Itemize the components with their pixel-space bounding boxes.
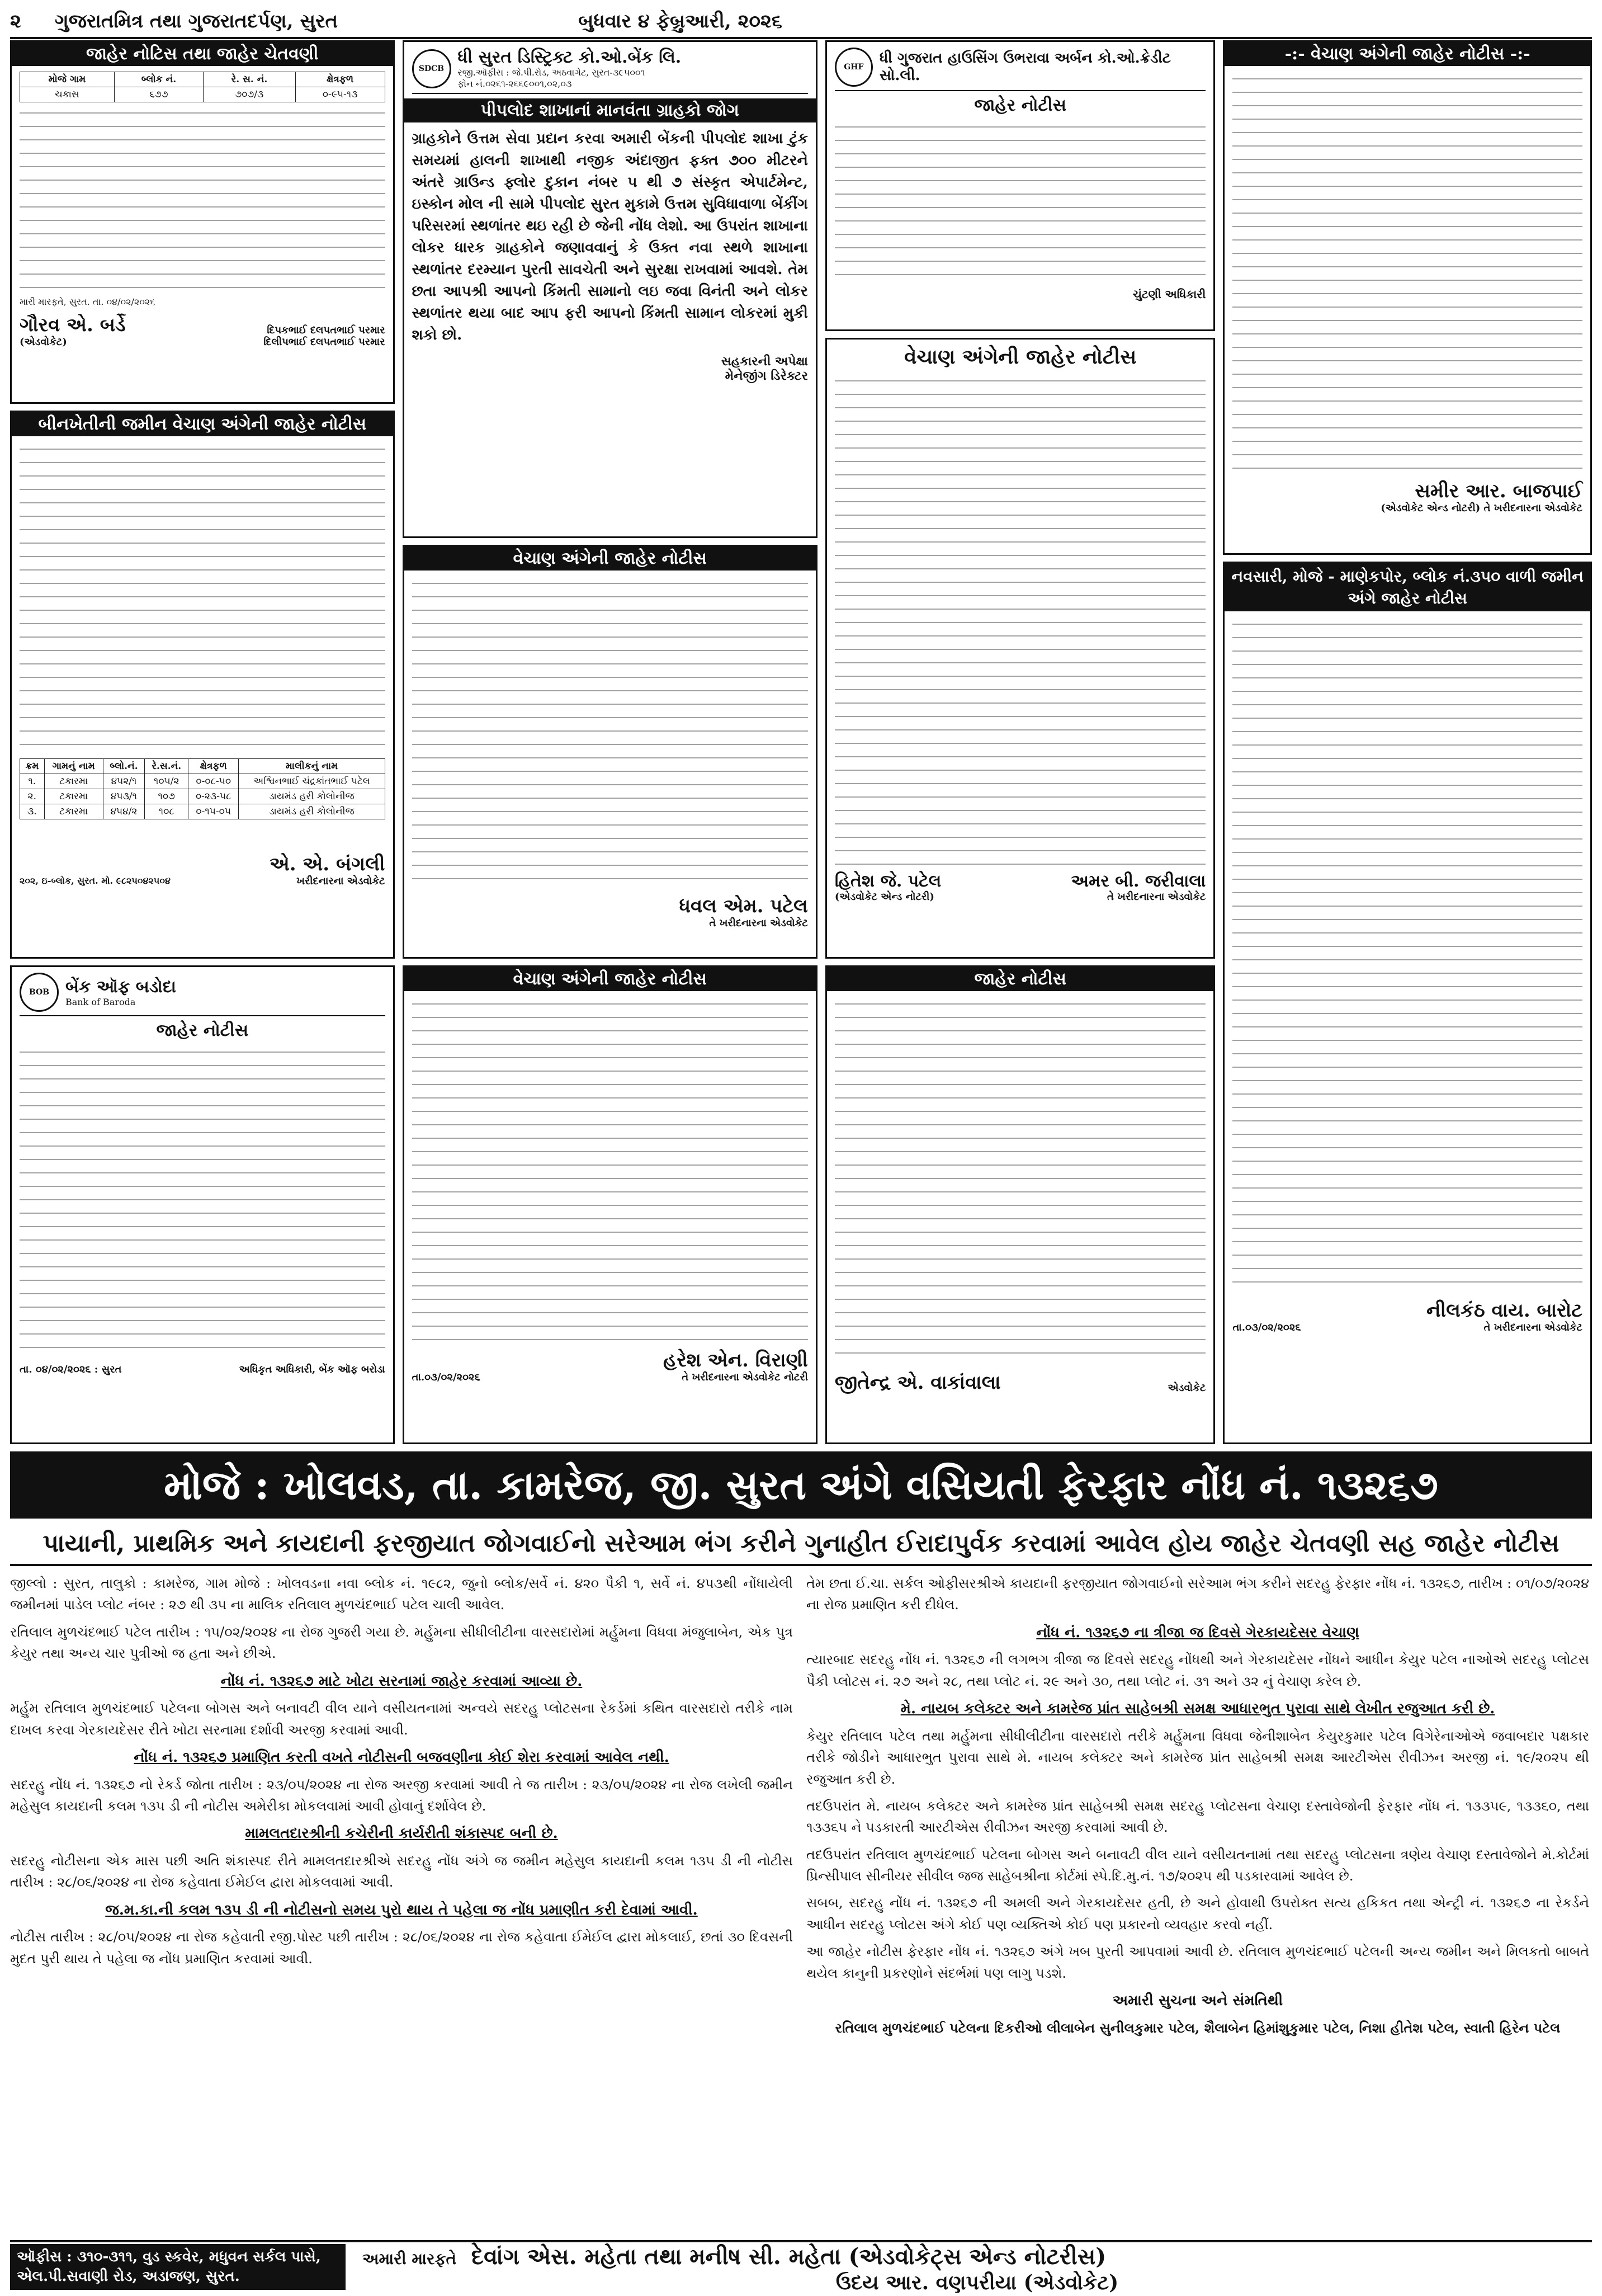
banner-title: મોજે : ખોલવડ, તા. કામરેજ, જી. સુરત અંગે વસિયતી ફેરફાર નોંધ નં. ૧૩૨૬૭: [10, 1451, 1592, 1519]
signer-role: એડવોકેટ: [1168, 1382, 1206, 1394]
paragraph: સદરહુ નોટીસના એક માસ પછી અતિ શંકાસ્પદ રીતે મામલતદારશ્રીએ સદરહુ નોંધ અંગે જ જમીન મહેસુલ કાયદાની કલમ ૧૩૫ ડી ની નોટીસ તારીખ : ૨૮/૦૬/૨૦૨૪ ના રોજ કહેવાતા ઈમેઈલ દ્વારા મોકલવામાં આવી.: [10, 1852, 793, 1890]
table-cell: ૧.: [20, 774, 45, 789]
table-row: [20, 789, 385, 804]
signer-name: અધિકૃત અધિકારી, બેંક ઑફ બરોડા: [239, 1364, 385, 1375]
notice-title: જાહેર નોટીસ: [827, 967, 1214, 991]
notice-body: ગ્રાહકોને ઉત્તમ સેવા પ્રદાન કરવા અમારી બેંકની પીપલોદ શાખા ટુંક સમયમાં હાલની શાખાથી નજીક અંદાજીત ફક્ત ૭૦૦ મીટરને અંતરે ગ્રાઉન્ડ ફ્લોર દુકાન નંબર ૫ થી ૭ સંસ્કૃત એપાર્ટમેન્ટ, ઇસ્કોન મોલ ની સામે પીપલોદ સુરત મુકામે ઉત્તમ સુવિધાવાળા બેંકીંગ પરિસરમાં સ્થળાંતર થઇ રહી છે જેની નોંધ લેશો. આ ઉપરાંત શાખાના લોકર ધારક ગ્રાહકોને જણાવવાનું કે ઉક્ત નવા સ્થળે શાખાના સ્થળાંતર દરમ્યાન પુરતી સાવચેતી અને સુરક્ષા રાખવામાં આવશે. તેમ છતા આપશ્રી આપનો કિંમતી સામાનો લઇ જવા વિનંતી અને લોકર સ્થળાંતર થયા બાદ આપ ફરી આપનો કિંમતી સામાન લોકરમાં મુકી શકો છો.: [412, 130, 808, 343]
signer-name: સમીર આર. બાજપાઈ: [1415, 480, 1583, 502]
bank-logo-icon: SDCB: [412, 49, 451, 88]
signature-block: [412, 895, 808, 929]
warning-right-column: [806, 1573, 1589, 2236]
paragraph: આ જાહેર નોટીસ ફેરફાર નોંધ નં. ૧૩૨૬૭ અંગે ખબ પુરતી આપવામાં આવી છે. રતિલાલ મુળચંદભાઈ પટેલની અન્ય જમીન અને મિલકતો બાબતે થયેલ કાનુની પ્રકરણોને સંદર્ભમાં પણ લાગુ પડશે.: [806, 1944, 1589, 1981]
notice-nonagri-land-sale: [10, 411, 395, 959]
notice-date: તા.૦૩/૦૨/૨૦૨૬: [412, 1371, 480, 1383]
notice-columns: [10, 40, 1592, 1444]
bank-name: બેંક ઑફ બડોદા: [65, 977, 176, 997]
signer-role: (એડવોકેટ એન્ડ નોટરી) તે ખરીદનારના એડવોકેટ: [1381, 502, 1583, 514]
paragraph: ત્યારબાદ સદરહુ નોંધ નં. ૧૩૨૬૭ ની લગભગ ત્રીજા જ દિવસે સદરહુ નોંધથી અને ગેરકાયદેસર નોંધને આધીન કેયુર પટેલ નાઓએ સદરહુ પ્લોટસ પૈકી પ્લોટસ નં. ૨૭ અને ૨૮, તથા પ્લોટ નં. ૨૯ અને ૩૦, તથા પ્લોટ નં. ૩૧ અને ૩૨ નું વેચાણ કરેલ છે.: [806, 1652, 1589, 1689]
society-header: [835, 48, 1206, 91]
bank-name-en: Bank of Baroda: [65, 997, 136, 1007]
table-header: બ્લો.નં.: [103, 759, 145, 774]
footer-advocates: [346, 2240, 1592, 2295]
notice-sale-1: [403, 545, 817, 959]
notice-housing-society: [825, 40, 1216, 331]
table-cell: ૭૦૭/૩: [204, 87, 296, 102]
notice-sale-3: [825, 338, 1216, 959]
table-cell: ડાયમંડ હરી કોલોનીજ: [239, 789, 385, 804]
table-header: ગામનું નામ: [44, 759, 103, 774]
signer-role: તે ખરીદનારના એડવોકેટ: [1483, 1322, 1583, 1334]
column-2: [403, 40, 817, 1444]
column-3: [825, 40, 1216, 1444]
table-header: ક્ષેત્રફળ: [295, 72, 385, 87]
paragraph: તદઉપરાંત રતિલાલ મુળચંદભાઈ પટેલના બોગસ અને બનાવટી વીલ યાને વસીયતનામાં તથા સદરહુ પ્લોટસના ત્રણેય વેચાણ દસ્તાવેજોને મે.કોર્ટમાં પ્રિન્સીપાલ સીનીયર સીવીલ જજ સાહેબશ્રીના કોર્ટમાં સ્પે.દિ.મુ.નં. ૧૭/૨૦૨૫ થી પડકારવામાં આવેલ છે.: [806, 1846, 1589, 1884]
section-heading: નોંધ નં. ૧૩૨૬૭ ના ત્રીજા જ દિવસે ગેરકાયદેસર વેચાણ: [1036, 1624, 1359, 1641]
publication-name: ગુજરાતમિત્ર તથા ગુજરાતદર્પણ, સુરત: [55, 10, 338, 32]
table-cell: ૧૦૭: [145, 789, 188, 804]
signer-name: હરેશ એન. વિરાણી: [663, 1349, 808, 1371]
table-cell: ૧૦૮: [145, 804, 188, 819]
paragraph: રતિલાલ મુળચંદભાઈ પટેલ તારીખ : ૧૫/૦૨/૨૦૨૪ ના રોજ ગુજરી ગયા છે. મર્હુમના સીધીલીટીના વારસદારોમાં મર્હુમના વિધવા મંજુલાબેન, એક પુત્ર કેયુર તથા અન્ય ચાર પુત્રીઓ જ હતા અને છીએ.: [10, 1624, 793, 1662]
signer-role: (એડવોકેટ): [20, 336, 67, 348]
banner-subtitle: પાયાની, પ્રાથમિક અને કાયદાની ફરજીયાત જોગવાઈનો સરેઆમ ભંગ કરીને ગુનાહીત ઈરાદાપુર્વક કરવામાં આવેલ હોય જાહેર ચેતવણી સહ જાહેર નોટીસ: [10, 1521, 1592, 1566]
table-header: ક્રમ: [20, 759, 45, 774]
signer-name-2: અમર બી. જરીવાલા: [1071, 871, 1206, 891]
signer-name: હિતેશ જે. પટેલ: [834, 871, 942, 891]
bank-header: [20, 973, 385, 1016]
signature-block: [20, 314, 385, 348]
signature-block: [835, 871, 1206, 903]
signer-name: જીતેન્દ્ર એ. વાકાંવાલા: [834, 1371, 1001, 1394]
table-cell: ૦-૧૫-૦૫: [188, 804, 239, 819]
table-cell: ૬૭૭: [114, 87, 203, 102]
page-header: [10, 6, 1592, 39]
signature-block: [20, 853, 385, 887]
table-header: રે.સ.નં.: [145, 759, 188, 774]
notice-body: [20, 106, 385, 296]
signature-block: [412, 354, 808, 383]
section-heading: મામલતદારશ્રીની કચેરીની કાર્યરીતી શંકાસ્પદ બની છે.: [245, 1825, 558, 1842]
table-cell: ડાયમંડ હરી કોલોનીજ: [239, 804, 385, 819]
table-header: રે. સ. નં.: [204, 72, 296, 87]
notice-public: [825, 965, 1216, 1444]
notice-navsari-manekpor: [1223, 562, 1592, 1444]
column-1: [10, 40, 395, 1444]
owner-name-2: દિલીપભાઈ દલપતભાઈ પરમાર: [263, 336, 385, 348]
section-heading: નોંધ નં. ૧૩૨૬૭ માટે ખોટા સરનામાં જાહેર કરવામાં આવ્યા છે.: [220, 1672, 583, 1690]
table-cell: ૧૦૫/૨: [145, 774, 188, 789]
signer-name: એ. એ. બંગલી: [269, 853, 385, 875]
footer-advocate-2: ઉદય આર. વણપરીયા (એડવોકેટ): [835, 2270, 1119, 2294]
section-heading: જ.મ.કા.ની કલમ ૧૩૫ ડી ની નોટીસનો સમય પુરો થાય તે પહેલા જ નોંધ પ્રમાણીત કરી દેવામાં આવી.: [105, 1901, 698, 1918]
page-number: ૨: [10, 10, 21, 32]
table-header: માલીકનું નામ: [239, 759, 385, 774]
warning-notice-body: [10, 1573, 1592, 2236]
bank-phone: ફોન નં.૦૨૬૧-૨૬૬૯૦૦૧,૦૨,૦૩: [457, 78, 572, 89]
signer-role: તે ખરીદનારના એડવોકેટ નોટરી: [682, 1371, 808, 1383]
notice-title: -:- વેચાણ અંગેની જાહેર નોટીસ -:-: [1225, 42, 1590, 66]
notice-body: [1232, 617, 1582, 1294]
bank-logo-icon: BOB: [20, 973, 59, 1012]
table-cell: ચકાસ: [20, 87, 115, 102]
table-cell: ૨.: [20, 789, 45, 804]
table-header: ક્ષેત્રફળ: [188, 759, 239, 774]
notice-date: તા. ૦૪/૦૨/૨૦૨૬ : સુરત: [20, 1364, 122, 1375]
table-cell: ૩.: [20, 804, 45, 819]
notice-title: નવસારી, મોજે - માણેકપોર, બ્લોક નં.૩૫૦ વાળી જમીન અંગે જાહેર નોટીસ: [1225, 563, 1590, 611]
notice-body: [1232, 72, 1582, 474]
notice-by-line: મારી મારફતે, સુરત. તા. ૦૪/૦૨/૨૦૨૬: [20, 296, 155, 307]
notice-surat-district-bank: [403, 40, 817, 538]
table-cell: ૦-૦૮-૫૦: [188, 774, 239, 789]
notice-title: જાહેર નોટીસ: [156, 1021, 249, 1040]
bank-header: [412, 48, 808, 94]
notice-title: વેચાણ અંગેની જાહેર નોટીસ: [404, 546, 816, 571]
notice-body: [412, 997, 808, 1343]
table-cell: ૦-૯૫-૧૩: [295, 87, 385, 102]
notice-body: [835, 374, 1206, 866]
section-heading: નોંધ નં. ૧૩૨૬૭ પ્રમાણિત કરતી વખતે નોટીસની બજવણીના કોઈ શેરા કરવામાં આવેલ નથી.: [134, 1748, 669, 1766]
signer-name: નીલકંઠ વાય. બારોટ: [1426, 1299, 1583, 1322]
table-row: [20, 804, 385, 819]
table-header: બ્લોક નં.: [114, 72, 203, 87]
consent-title: અમારી સુચના અને સંમતિથી: [1112, 1992, 1283, 2010]
footer-advocate-names: દેવાંગ એસ. મહેતા તથા મનીષ સી. મહેતા (એડવોકેટ્સ એન્ડ નોટરીસ): [471, 2243, 1107, 2270]
notice-body: [20, 442, 385, 755]
signer-role-2: તે ખરીદનારના એડવોકેટ: [1107, 891, 1206, 903]
signer-role: તે ખરીદનારના એડવોકેટ: [709, 917, 808, 929]
table-cell: ૪૫૨/૧: [103, 774, 145, 789]
table-header: મોજે ગામ: [20, 72, 115, 87]
signature-block: [412, 1349, 808, 1383]
signer-name: ધવલ એમ. પટેલ: [679, 895, 808, 917]
consent-signers: રતિલાલ મુળચંદભાઈ પટેલના દિકરીઓ લીલાબેન સુનીલકુમાર પટેલ, શૈલાબેન હિમાંશુકુમાર પટેલ, નિશા હીતેશ પટેલ, સ્વાતી હિરેન પટેલ: [835, 2019, 1561, 2036]
section-heading: મે. નાયબ કલેક્ટર અને કામરેજ પ્રાંત સાહેબશ્રી સમક્ષ આધારભુત પુરાવા સાથે લેખીત રજુઆત કરી છે.: [900, 1700, 1495, 1718]
paragraph: તેમ છતા ઈ.ચા. સર્કલ ઓફીસરશ્રીએ કાયદાની ફરજીયાત જોગવાઈનો સરેઆમ ભંગ કરીને સદરહુ ફેરફાર નોંધ નં. ૧૩૨૬૭, તારીખ : ૦૧/૦૭/૨૦૨૪ ના રોજ પ્રમાણિત કરી દીધેલ.: [806, 1576, 1589, 1613]
paragraph: જીલ્લો : સુરત, તાલુકો : કામરેજ, ગામ મોજે : ખોલવડના નવા બ્લોક નં. ૧૯૮૨, જુનો બ્લોક/સર્વે નં. ૪૨૦ પૈકી ૧, સર્વે નં. ૪૫૩થી નોંધાયેલી જમીનમાં પાડેલ પ્લોટ નંબર : ૨૭ થી ૩૫ ના માલિક રતિલાલ મુળચંદભાઈ પટેલ ચાલી આવેલ.: [10, 1576, 793, 1613]
column-4: [1223, 40, 1592, 1444]
land-table: [20, 72, 385, 102]
signer-role: ખરીદનારના એડવોકેટ: [296, 875, 385, 887]
notice-body: [20, 1045, 385, 1358]
paragraph: સબબ, સદરહુ નોંધ નં. ૧૩૨૬૭ ની અમલી અને ગેરકાયદેસર હતી, છે અને હોવાથી ઉપરોક્ત સત્ય હકિકત તથા એન્ટ્રી નં. ૧૩૨૬૭ ના રેકર્ડને આધીન સદરહુ પ્લોટસ અંગે કોઈ પણ વ્યક્તિએ કોઈ પણ પ્રકારનો વ્યવહાર કરવો નહીં.: [806, 1895, 1589, 1932]
notice-title: જાહેર નોટિસ તથા જાહેર ચેતવણી: [12, 42, 393, 66]
table-cell: ૪૫૩/૧: [103, 789, 145, 804]
table-cell: ટકારમા: [44, 804, 103, 819]
sign-role: મેનેજીંગ ડિરેક્ટર: [725, 369, 808, 383]
bank-address: રજી.ઑફીસ : જે.પી.રોડ, અઠવાગેટ, સુરત-૩૯૫૦૦૧: [457, 67, 645, 78]
signature-block: [1232, 1299, 1582, 1333]
footer: [10, 2240, 1592, 2292]
notice-public-warning: [10, 40, 395, 404]
notice-title: વેચાણ અંગેની જાહેર નોટીસ: [404, 967, 816, 991]
signature-block: [20, 1364, 385, 1375]
sign-line: ચુંટણી અધિકારી: [1132, 287, 1206, 301]
notice-body: [412, 576, 808, 889]
footer-office-address: ઑફીસ : ૩૧૦-૩૧૧, વુડ સ્કવેર, મધુવન સર્કલ પાસે, એલ.પી.સવાણી રોડ, અડાજણ, સુરત.: [10, 2244, 346, 2290]
owner-name: દિપકભાઈ દલપતભાઈ પરમાર: [267, 324, 385, 337]
sign-line: સહકારની અપેક્ષા: [721, 354, 808, 369]
table-cell: ૪૫૪/૨: [103, 804, 145, 819]
notice-date: તા.૦૩/૦૨/૨૦૨૬: [1232, 1322, 1301, 1334]
table-cell: અશ્વિનભાઈ ચંદ્રકાંતભાઈ પટેલ: [239, 774, 385, 789]
paragraph: મર્હુમ રતિલાલ મુળચંદભાઈ પટેલના બોગસ અને બનાવટી વીલ યાને વસીયતનામાં અન્વયે સદરહુ પ્લોટસના રેકર્ડમાં કથિત વારસદારો તરીકે નામ દાખલ કરવા ગેરકાયદેસર રીતે ખોટા સરનામા દર્શાવી અરજી કરવામાં આવી.: [10, 1700, 793, 1738]
bank-name: ધી સુરત ડિસ્ટ્રિક્ટ કો.ઓ.બેંક લિ.: [457, 48, 682, 67]
notice-body: [835, 997, 1206, 1366]
notice-body: [835, 120, 1206, 287]
paragraph: સદરહુ નોંધ નં. ૧૩૨૬૭ નો રેકર્ડ જોતા તારીખ : ૨૩/૦૫/૨૦૨૪ ના રોજ અરજી કરવામાં આવી તે જ તારીખ : ૨૩/૦૫/૨૦૨૪ ના રોજ લખેલી જમીન મહેસુલ કાયદાની કલમ ૧૩૫ ડી ની નોટીસ અમેરીકા મોકલવામાં આવી હોવાનું દર્શાવેલ છે.: [10, 1776, 793, 1814]
land-table: [20, 758, 385, 819]
table-row: [20, 774, 385, 789]
signer-address: ૨૦૨, ઇ-બ્લોક, સુરત. મો. ૯૮૨૫૦૪૨૫૦૪: [20, 875, 171, 886]
notice-title: બીનખેતીની જમીન વેચાણ અંગેની જાહેર નોટીસ: [12, 412, 393, 436]
publication-date: બુધવાર ૪ ફેબ્રુઆરી, ૨૦૨૬: [578, 10, 782, 32]
society-logo-icon: GHF: [835, 48, 873, 87]
signer-role: (એડવોકેટ એન્ડ નોટરી): [834, 891, 934, 903]
signature-block: [1232, 480, 1582, 514]
society-name: ધી ગુજરાત હાઉસિંગ ઉભરાવા અર્બન કો.ઓ.ક્રેડીટ સો.લી.: [879, 50, 1171, 84]
paragraph: કેયુર રતિલાલ પટેલ તથા મર્હુમના સીધીલીટીના વારસદારો તરીકે મર્હુમના વિધવા જેનીશાબેન કેયુરકુમાર પટેલ વિગેરેનાઓએ જવાબદાર પક્ષકાર તરીકે જોડીને આધારભુત પુરાવા સાથે મે. નાયબ કલેક્ટર અને કામરેજ પ્રાંત સાહેબશ્રી સમક્ષ આરટીએસ રીવીઝન અરજી નં. ૧૯/૨૦૨૫ થી રજુઆત કરી છે.: [806, 1728, 1589, 1787]
paragraph: તદઉપરાંત મે. નાયબ કલેક્ટર અને કામરેજ પ્રાંત સાહેબશ્રી સમક્ષ સદરહુ પ્લોટસના વેચાણ દસ્તાવેજોની ફેરફાર નોંધ નં. ૧૩૩૫૯, ૧૩૩૬૦, તથા ૧૩૩૬૫ ને પડકારતી આરટીએસ રીવીઝન અરજી કરવામાં આવી છે.: [806, 1798, 1589, 1836]
signature-block: [835, 1371, 1206, 1394]
notice-title: પીપલોદ શાખાનાં માનવંતા ગ્રાહકો જોગ: [404, 98, 816, 122]
notice-bank-of-baroda: [10, 965, 395, 1444]
notice-title: વેચાણ અંગેની જાહેર નોટીસ: [904, 345, 1137, 369]
notice-sale-2: [403, 965, 817, 1444]
notice-title: જાહેર નોટીસ: [974, 96, 1066, 115]
signer-name: ગૌરવ એ. બર્ડે: [20, 314, 126, 337]
footer-via: અમારી મારફતે: [362, 2249, 457, 2268]
notice-sale-4: [1223, 40, 1592, 555]
table-cell: ટકારમા: [44, 789, 103, 804]
table-cell: ૦-૨૩-૫૮: [188, 789, 239, 804]
paragraph: નોટીસ તારીખ : ૨૮/૦૫/૨૦૨૪ ના રોજ કહેવાતી રજી.પોસ્ટ પછી તારીખ : ૨૮/૦૬/૨૦૨૪ ના રોજ કહેવાતા ઈમેઈલ દ્વારા મોકલાઈ, છતાં ૩૦ દિવસની મુદત પુરી થાય તે પહેલા જ નોંધ પ્રમાણિત કરવામાં આવી.: [10, 1929, 793, 1967]
warning-left-column: [10, 1573, 793, 2236]
table-cell: ટકારમા: [44, 774, 103, 789]
